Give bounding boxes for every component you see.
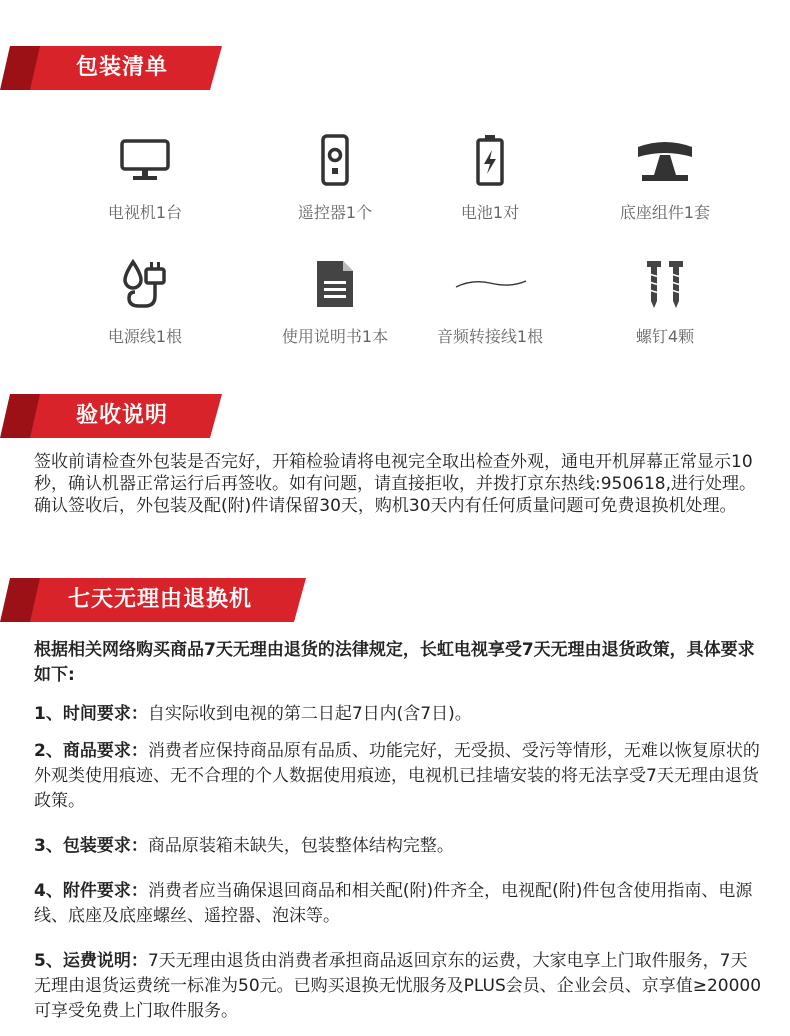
packing-item-label: 电池1对 [460,203,520,222]
section-title-acceptance: 验收说明 [76,403,169,428]
packing-item-label: 使用说明书1本 [281,327,389,346]
section-banner-returns [0,578,320,622]
manual-icon [315,259,355,309]
packing-item-screws [580,256,750,347]
returns-rule [34,702,764,727]
rule-text: 消费者应当确保退回商品和相关配(附)件齐全，电视配(附)件包含使用指南、电源线、底座及底座螺丝、遥控器、泡沫等。 [34,881,753,926]
section-banner-packing [0,46,240,90]
rule-label: 1、时间要求： [34,704,148,724]
packing-item-manual [250,256,420,347]
rule-label: 2、商品要求： [34,741,148,761]
screws-icon [643,258,687,310]
returns-rule [34,949,764,1024]
packing-item-label: 电源线1根 [107,327,183,346]
returns-rule [34,834,764,859]
packing-item-tv [60,132,230,223]
stand-icon [636,137,694,183]
packing-item-remote [250,132,420,223]
battery-icon [475,134,505,186]
rule-text: 商品原装箱未缺失，包装整体结构完整。 [147,836,454,856]
acceptance-text: 签收前请检查外包装是否完好，开箱检验请将电视完全取出检查外观，通电开机屏幕正常显示10秒，确认机器正常运行后再签收。如有问题，请直接拒收，并拨打京东热线:950618,进行处理。确认签收后，外包装及配(附)件请保留30天，购机30天内有任何质量问题可免费退换机处理。 [34,452,757,516]
rule-text: 7天无理由退货由消费者承担商品返回京东的运费，大家电享上门取件服务，7天无理由退货运费统一标准为50元。已购买退换无忧服务及PLUS会员、企业会员、京享值≥20000可享受免费上门取件服务。 [34,951,762,1021]
section-title-returns: 七天无理由退换机 [68,587,253,612]
packing-item-label: 电视机1台 [107,203,183,222]
section-banner-acceptance [0,394,240,438]
section-title-packing: 包装清单 [76,55,169,80]
returns-policy [34,638,764,1036]
returns-intro: 根据相关网络购买商品7天无理由退货的法律规定，长虹电视享受7天无理由退货政策，具体要求如下: [34,640,755,685]
packing-item-label: 遥控器1个 [297,203,373,222]
packing-item-audio-cable [405,256,575,347]
rule-label: 5、运费说明： [34,951,148,971]
packing-item-label: 螺钉4颗 [635,327,695,346]
packing-item-stand [580,132,750,223]
power-cord-icon [119,258,171,310]
remote-icon [320,134,350,186]
packing-item-label: 底座组件1套 [619,203,711,222]
rule-label: 3、包装要求： [34,836,148,856]
packing-item-label: 音频转接线1根 [436,327,544,346]
audio-cable-icon [450,269,530,299]
returns-rule [34,739,764,814]
tv-icon [119,136,171,184]
rule-label: 4、附件要求： [34,881,148,901]
returns-rule [34,879,764,929]
rule-text: 消费者应保持商品原有品质、功能完好，无受损、受污等情形，无难以恢复原状的外观类使用痕迹、无不合理的个人数据使用痕迹，电视机已挂墙安装的将无法享受7天无理由退货政策。 [34,741,760,811]
rule-text: 自实际收到电视的第二日起7日内(含7日)。 [147,704,472,724]
packing-item-power-cord [60,256,230,347]
packing-item-battery [405,132,575,223]
